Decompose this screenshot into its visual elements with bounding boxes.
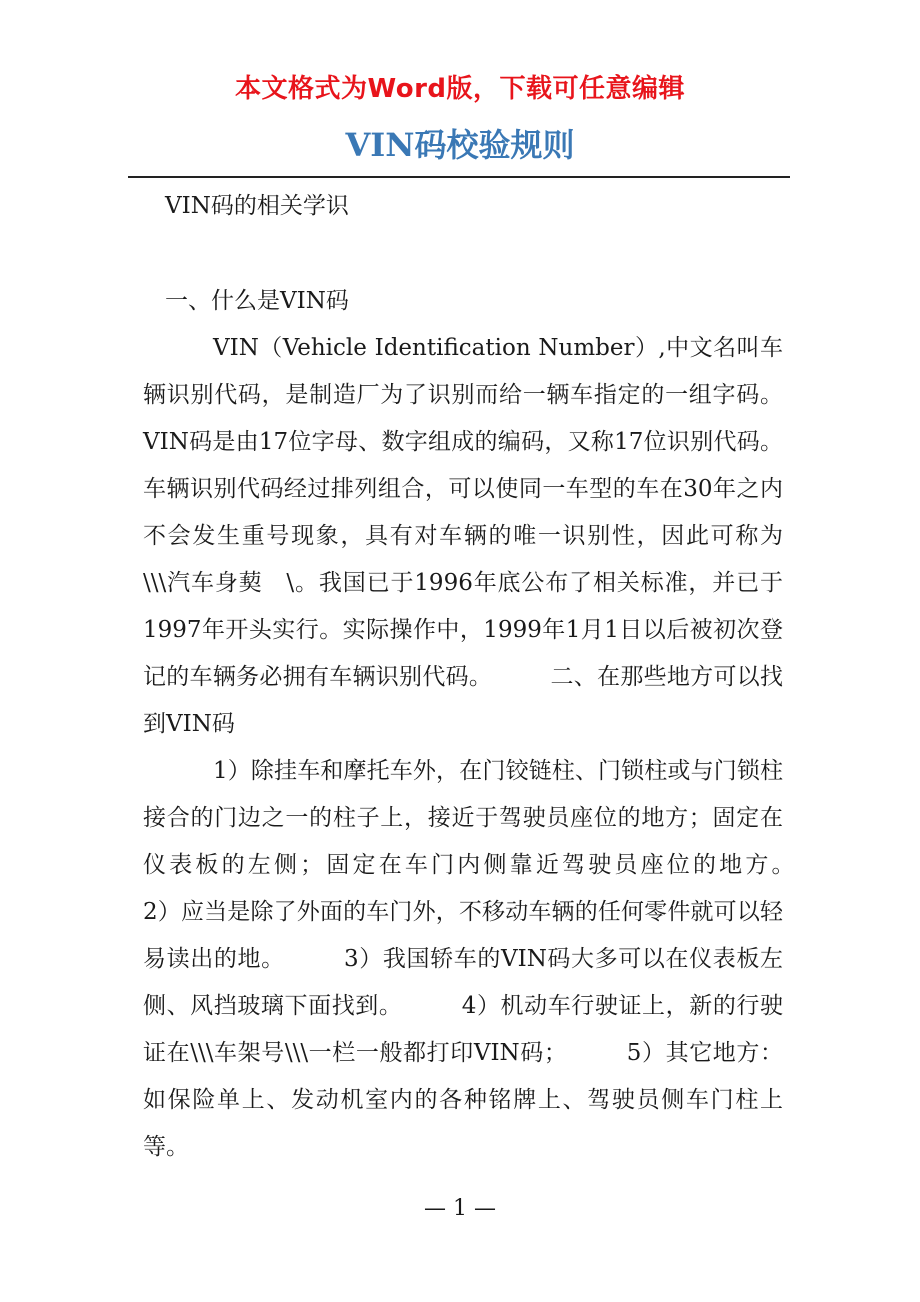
spacer (143, 230, 783, 278)
subtitle: VIN码的相关学识 (165, 193, 349, 219)
document-body (143, 183, 852, 1171)
paragraph: VIN（Vehicle Identification Number）,中文名叫车辆识别代码，是制造厂为了识别而给一辆车指定的一组字码。VIN码是由17位字母、数字组成的编码，又称17位识别代码。车辆识别代码经过排列组合，可以使同一车型的车在30年之内不会发生重号现象，具有对车辆的唯一识别性，因此可称为\\\汽车身葜 \。我国已于1996年底公布了相关标准，并已于1997年开头实行。实际操作中，1999年1月1日以后被初次登记的车辆务必拥有车辆识别代码。 二、在那些地方可以找到VIN码 (143, 335, 783, 737)
word-format-banner: 本文格式为Word版，下载可任意编辑 (234, 74, 686, 104)
page-number: — 1 — (424, 1196, 496, 1221)
page-title: VIN码校验规则 (345, 126, 575, 164)
paragraph: 1）除挂车和摩托车外，在门铰链柱、门锁柱或与门锁柱接合的门边之一的柱子上，接近于驾驶员座位的地方；固定在仪表板的左侧；固定在车门内侧靠近驾驶员座位的地方。 2）应当是除了外面的车门外，不移动车辆的任何零件就可以轻易读出的地。 3）我国轿车的VIN码大多可以在仪表板左侧、风挡玻璃下面找到。 4）机动车行驶证上，新的行驶证在\\\车架号\\\一栏一般都打印VIN码； 5）其它地方：如保险单上、发动机室内的各种铭牌上、驾驶员侧车门柱上等。 (143, 758, 852, 1160)
section-heading: 一、什么是VIN码 (165, 288, 349, 314)
title-divider (128, 176, 790, 178)
